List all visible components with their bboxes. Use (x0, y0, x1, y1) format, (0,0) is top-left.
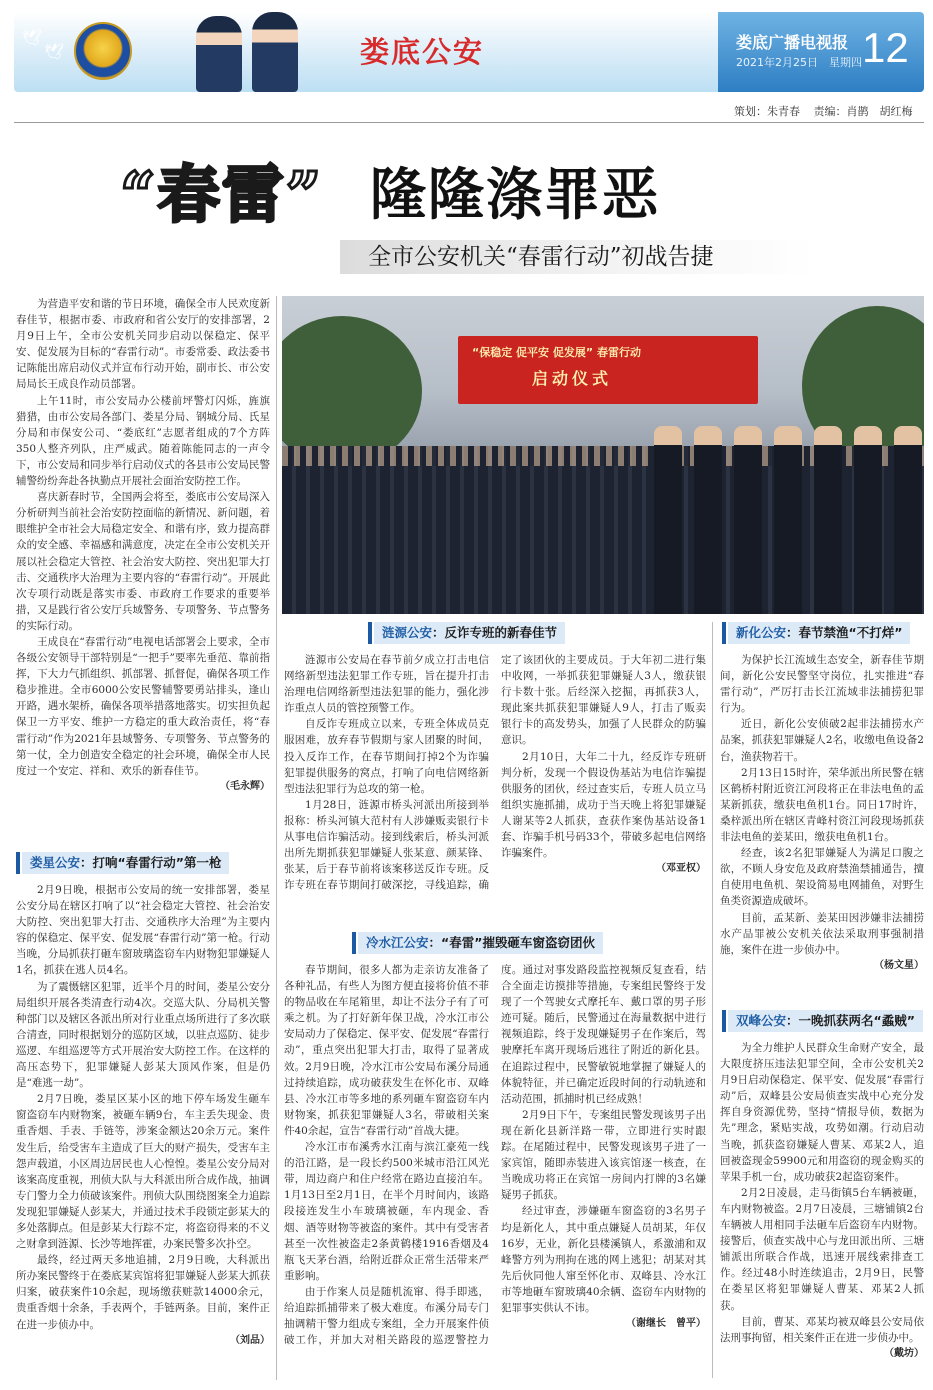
officer-figure (252, 12, 298, 92)
section-label (374, 622, 565, 644)
officer-figure (814, 426, 842, 614)
article-xinhua (720, 652, 924, 984)
section-label (728, 1010, 923, 1032)
subhead: 全市公安机关“春雷行动”初战告捷 (368, 244, 714, 270)
police-emblem-icon (74, 22, 132, 80)
section-topic: ：“春雷”摧毁砸车窗盗窃团伙 (428, 935, 595, 950)
article-lianyuan (284, 652, 706, 920)
top-rule (14, 122, 924, 123)
officer-figure (854, 426, 882, 614)
section-topic: ：打响“春雷行动”第一枪 (80, 855, 222, 870)
banner-title: 启动仪式 (532, 369, 613, 388)
headline-spring: “春雷” (120, 158, 324, 231)
lead-byline: （毛永辉） (220, 780, 270, 792)
article-byline: （刘品） (230, 1334, 270, 1346)
planner-credit: 策划：朱青春 (734, 105, 800, 118)
lead-paragraph: 为营造平安和谐的节日环境，确保全市人民欢度新春佳节，根据市委、市政府和省公安厅的安排部署，2月9日上午，全市公安机关同步启动以保稳定、保平安、促发展为目标的“春雷行动”。市委常委、政法委书记陈能出席启动仪式并宣布行动开始，副市长、市公安局局长王成良作动员部署。 (16, 298, 270, 391)
article-paragraph: 经过审查，涉嫌砸车窗盗窃的3名男子均是新化人，其中重点嫌疑人员胡某，年仅16岁，无业，新化县楼溪镇人，系激浦和双峰警方列为刑拘在逃的网上逃犯；胡某对其先后伙同他人窜至怀化市、双峰县、冷水江市等地砸车窗玻璃40余辆、盗窃车内财物的犯罪事实供认不讳。 (501, 1205, 706, 1314)
article-paragraph: 2月9日晚，根据市公安局的统一安排部署，娄星公安分局在辖区打响了以“社会稳定大管控、社会治安大防控、突出犯罪大打击、交通秩序大治理”为主要内容的保稳定、保平安、促发展“春雷行动”第一枪。行动当晚，分局抓获打砸车窗玻璃盗窃车内财物犯罪嫌疑人1名，抓获在逃人员4名。 (16, 884, 270, 977)
lead-paragraph: 喜庆新春时节，全国两会将至，娄底市公安局深入分析研判当前社会治安防控面临的新情况、新问题，着眼维护全市社会大局稳定安全、和谐有序，致力提高群众的安全感、幸福感和满意度，决定在全市公安机关开展以社会稳定大管控、社会治安大防控、突出犯罪大打击、交通秩序大治理为主要内容的“春雷行动”。开展此次专项行动既是落实市委、市政府工作要求的重要举措，又是践行省公安厅兵域警务、专项警务、节点警务的实际行动。 (16, 491, 270, 632)
page-number: 12 (862, 24, 909, 71)
article-paragraph: 近日，新化公安侦破2起非法捕捞水产品案，抓获犯罪嫌疑人2名，收缴电鱼设备2台，渔获物若干。 (720, 718, 924, 763)
headline-main: 隆隆涤罪恶 (370, 163, 660, 228)
section-place: 双峰公安 (736, 1013, 787, 1028)
lead-article (16, 296, 270, 846)
section-head-shuangfeng (722, 1010, 924, 1032)
article-byline: （邓亚权） (656, 863, 706, 875)
paper-name: 娄底公安 (360, 35, 485, 69)
section-label (22, 852, 229, 874)
column-rule (712, 622, 713, 1378)
section-topic: ：春节禁渔“不打烊” (786, 625, 903, 640)
headline (90, 145, 870, 255)
article-paragraph: 春节期间，很多人都为走亲访友准备了各种礼品，有些人为图方便直接将价值不菲的物品收在车尾箱里，却让不法分子有了可乘之机。为了打好新年保卫战，冷水江市公安局动力了保稳定、保平安、促发展“春雷行动”，重点突出犯罪大打击，取得了显著成效。2月9日晚，冷水江市公安局布溪分局通过持续追踪，成功破获发生在怀化市、双峰县、冷水江市等多地的系列砸车窗盗窃车内财物案，抓获犯罪嫌疑人3名，带破相关案件40余起，宣告“春雷行动”首战大捷。 (284, 964, 489, 1137)
ceremony-photo (282, 296, 924, 614)
section-head-lengshuijiang (352, 932, 682, 954)
tree-shape (282, 316, 422, 466)
officer-figure (894, 426, 922, 614)
dove-icon: 🕊 (22, 28, 43, 47)
article-lengshuijiang (284, 962, 706, 1378)
officer-figure (196, 16, 242, 92)
article-paragraph: 为保护长江流域生态安全，新春佳节期间，新化公安民警坚守岗位，扎实推进“春雷行动”，严厉打击长江流域非法捕捞犯罪行为。 (720, 654, 924, 715)
officer-figure (654, 426, 682, 614)
section-place: 娄星公安 (30, 855, 81, 870)
issue-date: 2021年2月25日 星期四 (736, 56, 862, 69)
officer-figure (734, 426, 762, 614)
section-place: 新化公安 (736, 625, 787, 640)
article-paragraph: 2月10日，大年二十九，经反诈专班研判分析，发现一个假设伪基站为电信诈骗提供服务的团伙，经过查实后，专班人员立马组织实施抓捕，成功于当天晚上将犯罪嫌疑人谢某等2人抓获，查获作案伪基站设备1套、诈骗手机号码33个，带破多起电信网络诈骗案件。 (501, 750, 706, 860)
article-paragraph: 目前，曹某、邓某均被双峰县公安局依法刑事拘留，相关案件正在进一步侦办中。 (720, 1315, 924, 1344)
section-place: 涟源公安 (382, 625, 433, 640)
lead-paragraph: 王成良在“春雷行动”电视电话部署会上要求，全市各级公安领导干部特别是“一把手”要率先垂范、靠前指挥，下大力气抓组织、抓部署、抓督促，确保各项工作稳步推进。全市6000公安民警辅警要勇站排头，逢山开路，遇水架桥，确保各项举措落地落实。切实担负起保卫一方平安、维护一方稳定的重大政治责任，将“春雷行动”作为2021年县域警务、专项警务、节点警务的第一仗，全力创造安全稳定的社会环境，确保全市人民度过一个安定、祥和、欢乐的新春佳节。 (16, 635, 270, 777)
section-label (728, 622, 910, 644)
article-louxing (16, 882, 270, 1378)
section-bar (352, 932, 356, 954)
article-byline: （戴坊） (884, 1347, 924, 1359)
article-paragraph: 2月9日下午，专案组民警发现该男子出现在新化县新洋路一带，立即进行实时跟踪。在尾随过程中，民警发现该男子进了一家宾馆，随即赤装进入该宾馆逐一核查，在当晚成功将正在宾馆一房间内打牌的3名嫌疑男子抓获。 (501, 1108, 706, 1202)
article-byline: （杨文星） (874, 959, 924, 971)
article-paragraph: 由于作案人员是随机流窜、得手即逃，给追踪抓捕带来了极大难度。布溪分局专门抽调精干警力组成专案组，全力开展案件侦破工作，并加大对相关路段的巡逻警控力度。通过对事发路段监控视频反复查看，结合全面走访摸排等措施，专案组民警终于发现了一个驾驶女式摩托车、戴口罩的男子形迹可疑。随后，民警通过在海量数据中进行视频追踪，终于发现嫌疑男子在作案后，驾驶摩托车离开现场后逃往了附近的新化县。在追踪过程中，民警敏锐地掌握了嫌疑人的体貌特征，并已确定近段时间的行动轨迹和活动范围，抓捕时机已经成熟！ (284, 964, 706, 1347)
section-bar (368, 622, 372, 644)
section-head-xinhua (722, 622, 924, 644)
article-paragraph: 最终，经过两天多地追捕，2月9日晚，大科派出所办案民警终于在娄底某宾馆将犯罪嫌疑人彭某大抓获归案，破获案件10余起，现场缴获赃款14000余元，贵重香烟十余条，手表两个，手链两条。目前，案件正在进一步侦办中。 (16, 1254, 270, 1331)
station-name: 娄底广播电视报 (736, 33, 849, 52)
dove-icon: 🕊 (44, 42, 65, 61)
masthead (0, 0, 933, 98)
article-paragraph: 目前，孟某新、姜某田因涉嫌非法捕捞水产品罪被公安机关依法采取刑事强制措施，案件在进一步侦办中。 (720, 911, 924, 956)
article-shuangfeng (720, 1040, 924, 1378)
article-paragraph: 2月13日15时许，荣华派出所民警在辖区鹤桥村附近资江河段将正在非法电鱼的孟某新抓获，缴获电鱼机1台。同日17时许，桑梓派出所在辖区青峰村资江河段现场抓获非法电鱼的姜某田，缴获电鱼机1台。 (720, 766, 924, 844)
banner-slogan: “保稳定 促平安 促发展” 春雷行动 (472, 346, 641, 359)
article-paragraph: 自反诈专班成立以来，专班全体成员克服困难，放弃春节假期与家人团聚的时间，投入反诈工作，在春节期间打掉2个为诈骗犯罪提供服务的窝点，打响了向电信网络新型违法犯罪行为总攻的第一枪。 (284, 718, 489, 795)
section-topic: ：一晚抓获两名“蟊贼” (786, 1013, 915, 1028)
section-head-louxing (16, 852, 270, 874)
article-paragraph: 为了震慑辖区犯罪，近半个月的时间，娄星公安分局组织开展各类清查行动4次。交巡大队、分局机关警种部门以及辖区各派出所对行业重点场所进行了多次联合清查，同时根据划分的巡防区域，以驻点巡防、徒步巡逻、车组巡逻等方式开展治安大防控工作。在这样的高压态势下，犯罪嫌疑人彭某大顶风作案，但是仍是“难逃一劫”。 (16, 980, 270, 1090)
section-head-lianyuan (368, 622, 668, 644)
lead-paragraph: 上午11时，市公安局办公楼前坪警灯闪烁，旌旗猎猎，由市公安局各部门、娄星分局、钢城分局、氏星分局和市保安公司、“娄底红”志愿者组成的7个方阵350人整齐列队，庄严威武。随着陈能同志的一声令下，市公安局和同步举行启动仪式的各县市公安局民警辅警纷纷奔赴各执勤点开展社会面治安防控工作。 (16, 394, 270, 488)
officer-figure (774, 426, 802, 614)
article-byline: （谢继长 曾平） (626, 1318, 706, 1330)
section-bar (722, 1010, 726, 1032)
article-paragraph: 涟源市公安局在春节前夕成立打击电信网络新型违法犯罪工作专班，旨在提升打击治理电信网络新型违法犯罪的能力，强化涉诈重点人员的管控预警工作。 (284, 654, 489, 715)
officer-figure (694, 426, 722, 614)
column-rule (276, 296, 277, 1380)
article-paragraph: 为全力维护人民群众生命财产安全，最大限度挤压违法犯罪空间，全市公安机关2月9日启动保稳定、保平安、促发展“春雷行动”后，双峰县公安局侦查实战中心充分发挥自身资源优势，坚持“情报导侦，数据为先”理念，紧贴实战，攻势如潮。行动启动当晚，抓获盗窃嫌疑人曹某、邓某2人，追回被盗现金59900元和用盗窃的现金购买的苹果手机一台，成功破获2起盗窃案件。 (720, 1042, 924, 1183)
section-label (358, 932, 603, 954)
credits (734, 103, 923, 119)
editor-credit: 责编：肖鹊 胡红梅 (813, 105, 913, 118)
article-paragraph: 1月28日，涟源市桥头河派出所接到举报称：桥头河镇大范村有人涉嫌贩卖银行卡从事电信诈骗活动。接到线索后，桥头河派出所先期抓获犯罪嫌疑人张某意、颜某锋、张某，后于春节前将该案移送反诈专班。反诈专班在春节期间打破深挖，寻线追踪，确定了该团伙的主要成员。于大年初二进行集中收网，一举抓获犯罪嫌疑人3人，缴获银行卡数十张。后经深入挖掘，再抓获3人，现此案共抓获犯罪嫌疑人9人，打击了贩卖银行卡的高发势头，加强了人民群众的防骗意识。 (284, 654, 706, 892)
section-bar (722, 622, 726, 644)
article-paragraph: 经查，该2名犯罪嫌疑人为满足口腹之欲，不顾人身安危及政府禁渔禁捕通告，擅自使用电鱼机、架设简易电网捕鱼，对野生鱼类资源造成破坏。 (720, 847, 924, 908)
section-bar (16, 852, 20, 874)
article-paragraph: 2月2日凌晨，走马街镇5台车辆被砸，车内财物被盗。2月7日凌晨，三塘铺镇2台车辆被人用相同手法砸车后盗窃车内财物。接警后，侦查实战中心与龙田派出所、三塘铺派出所联合作战，迅速开展线索排查工作。经过48小时连续追击，2月9日，民警在娄星区将犯罪嫌疑人曹某、邓某2人抓获。 (720, 1186, 924, 1312)
section-topic: ：反诈专班的新春佳节 (432, 625, 558, 640)
article-paragraph: 2月7日晚，娄星区某小区的地下停车场发生砸车窗盗窃车内财物案，被砸车辆9台，车主丢失现金、贵重香烟、手表、手链等，涉案金额达20余万元。案件发生后，给受害车主造成了巨大的财产损失，受害车主怨声载道，小区周边居民也人心惶惶。娄星公安分局对该案高度重视，刑侦大队与大科派出所合成作战，抽调专门警力全力侦破该案件。刑侦大队围绕图案全力追踪发现犯罪嫌疑人彭某大，并通过技术手段锁定彭某大的多处落脚点。但是彭某大行踪不定，将盗窃得来的不义之财拿到涟源、长沙等地挥霍，办案民警多次扑空。 (16, 1093, 270, 1251)
section-place: 冷水江公安 (366, 935, 429, 950)
article-paragraph: 冷水江市布溪秀水江南与滨江豪苑一线的沿江路，是一段长约500米城市沿江风光带，周边商户和住户经常在路边直接泊车。1月13日至2月1日，在半个月时间内，该路段接连发生小车玻璃被砸，车内现金、香烟、酒等财物等被盗的案件。其中有受害者甚至一次性被盗走2条黄鹤楼1916香烟及4瓶飞天茅台酒，给附近群众正常生活带来严重影响。 (284, 1141, 489, 1282)
